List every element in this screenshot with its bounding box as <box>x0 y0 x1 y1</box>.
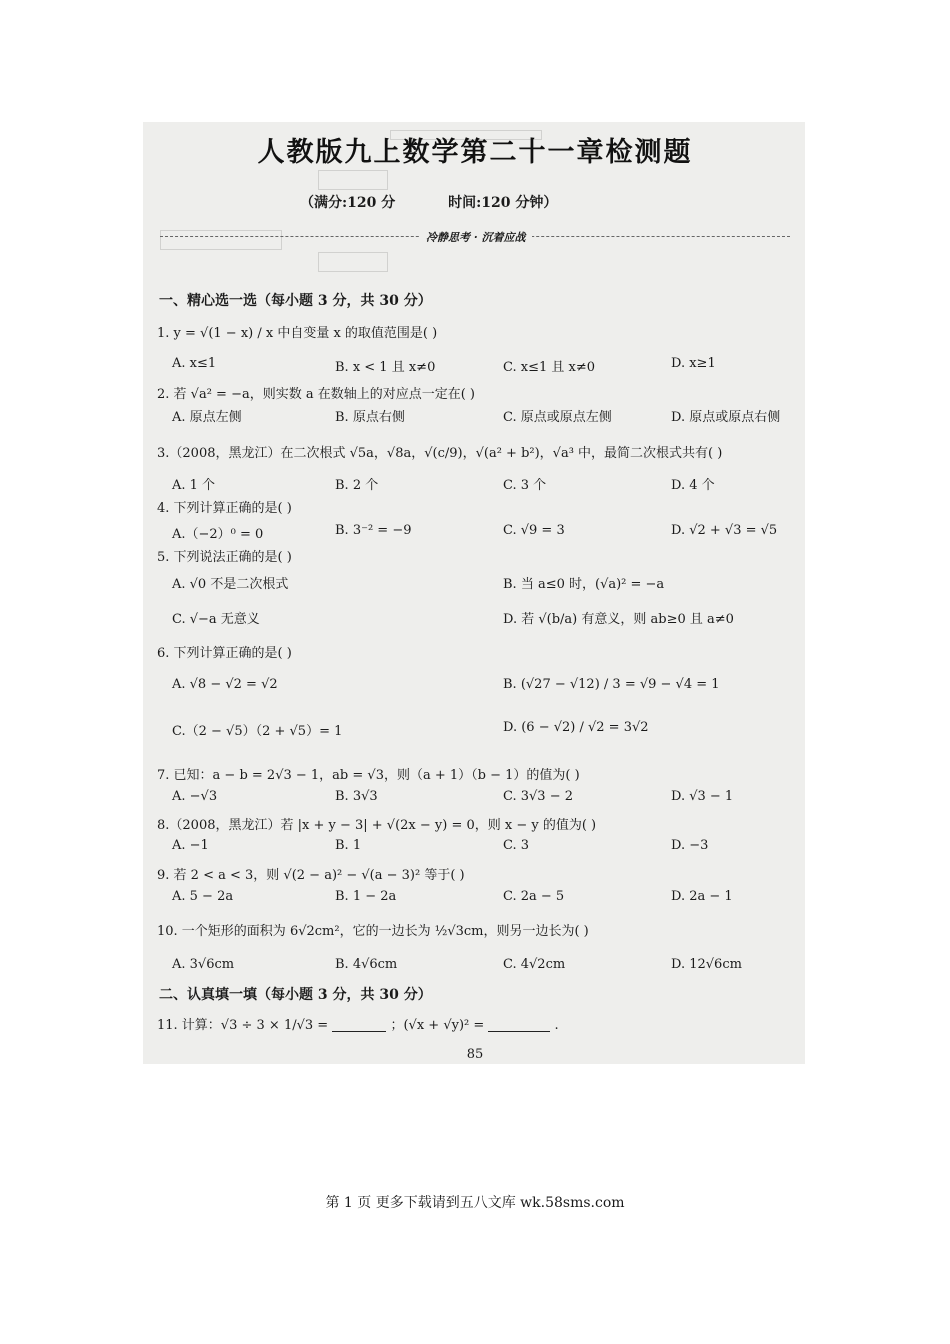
option-d: D. √3 − 1 <box>671 789 734 804</box>
question-stem: 10. 一个矩形的面积为 6√2cm²，它的一边长为 ½√3cm，则另一边长为( ) <box>157 924 589 939</box>
bleed-through-box <box>318 252 388 272</box>
option-d: D. 12√6cm <box>671 957 742 972</box>
option-a: A. −1 <box>172 838 209 853</box>
question-stem: 6. 下列计算正确的是( ) <box>157 646 292 661</box>
option-d: D. 若 √(b/a) 有意义，则 ab≥0 且 a≠0 <box>503 612 734 627</box>
total-score: （满分:120 分 <box>300 195 396 211</box>
option-b: B. 2 个 <box>335 478 379 493</box>
option-b: B. 1 <box>335 838 362 853</box>
q11-part2: ；(√x + √y)² = <box>390 1018 485 1033</box>
question-stem: 2. 若 √a² = −a，则实数 a 在数轴上的对应点一定在( ) <box>157 387 476 402</box>
time-limit: 时间:120 分钟） <box>448 195 558 211</box>
question-stem: 5. 下列说法正确的是( ) <box>157 550 292 565</box>
option-b: B. 当 a≤0 时，(√a)² = −a <box>503 577 665 592</box>
option-c: C. √9 = 3 <box>503 523 565 538</box>
option-a: A. 3√6cm <box>172 957 235 972</box>
question-stem: 3.（2008，黑龙江）在二次根式 √5a，√8a，√(c/9)，√(a² + b²)，√a³ 中，最简二次根式共有( ) <box>157 446 723 461</box>
option-c: C. x≤1 且 x≠0 <box>503 360 596 375</box>
option-d: D. 原点或原点右侧 <box>671 410 781 425</box>
option-b: B. x < 1 且 x≠0 <box>335 360 436 375</box>
option-a: A. x≤1 <box>172 356 217 371</box>
option-c: C. 3 <box>503 838 530 853</box>
motto: 冷静思考 · 沉着应战 <box>420 229 532 245</box>
option-c: C. 2a − 5 <box>503 889 565 904</box>
page-number: 85 <box>466 1047 484 1062</box>
option-d: D. 4 个 <box>671 478 715 493</box>
answer-blank <box>488 1019 550 1032</box>
document-title: 人教版九上数学第二十一章检测题 <box>257 137 693 168</box>
option-a: A. √8 − √2 = √2 <box>172 677 278 692</box>
option-a: A. 1 个 <box>172 478 216 493</box>
question-11 <box>157 1014 559 1033</box>
option-d: D. x≥1 <box>671 356 716 371</box>
option-d: D. (6 − √2) / √2 = 3√2 <box>503 720 649 735</box>
option-b: B. 3√3 <box>335 789 378 804</box>
option-d: D. √2 + √3 = √5 <box>671 523 778 538</box>
option-c: C. √−a 无意义 <box>172 612 260 627</box>
option-a: A. −√3 <box>172 789 218 804</box>
exam-info <box>300 192 605 212</box>
option-d: D. −3 <box>671 838 709 853</box>
option-c: C. 3√3 − 2 <box>503 789 574 804</box>
option-b: B. 3⁻² = −9 <box>335 523 412 538</box>
option-b: B. 4√6cm <box>335 957 398 972</box>
question-stem: 8.（2008，黑龙江）若 |x + y − 3| + √(2x − y) = 0，则 x − y 的值为( ) <box>157 818 597 833</box>
question-stem: 9. 若 2 < a < 3，则 √(2 − a)² − √(a − 3)² 等于( ) <box>157 868 465 883</box>
option-c: C.（2 − √5）（2 + √5）= 1 <box>172 724 343 739</box>
option-b: B. 1 − 2a <box>335 889 397 904</box>
option-c: C. 3 个 <box>503 478 547 493</box>
footer-text: 第 1 页 更多下载请到五八文库 wk.58sms.com <box>325 1195 625 1211</box>
answer-blank <box>332 1019 386 1032</box>
q11-end: . <box>554 1018 559 1033</box>
section-heading-fill: 二、认真填一填（每小题 3 分，共 30 分） <box>159 987 432 1003</box>
option-b: B. 原点右侧 <box>335 410 405 425</box>
option-b: B. (√27 − √12) / 3 = √9 − √4 = 1 <box>503 677 720 692</box>
bleed-through-box <box>160 230 282 250</box>
section-heading-choice: 一、精心选一选（每小题 3 分，共 30 分） <box>159 293 432 309</box>
question-stem: 7. 已知：a − b = 2√3 − 1，ab = √3，则（a + 1）（b − 1）的值为( ) <box>157 768 580 783</box>
option-a: A. 5 − 2a <box>172 889 234 904</box>
option-a: A.（−2）⁰ = 0 <box>172 527 264 542</box>
option-a: A. 原点左侧 <box>172 410 242 425</box>
q11-part1: 11. 计算：√3 ÷ 3 × 1/√3 = <box>157 1018 329 1033</box>
question-stem: 1. y = √(1 − x) / x 中自变量 x 的取值范围是( ) <box>157 326 438 341</box>
option-c: C. 原点或原点左侧 <box>503 410 612 425</box>
option-a: A. √0 不是二次根式 <box>172 577 289 592</box>
question-stem: 4. 下列计算正确的是( ) <box>157 501 292 516</box>
option-d: D. 2a − 1 <box>671 889 733 904</box>
bleed-through-box <box>318 170 388 190</box>
option-c: C. 4√2cm <box>503 957 566 972</box>
